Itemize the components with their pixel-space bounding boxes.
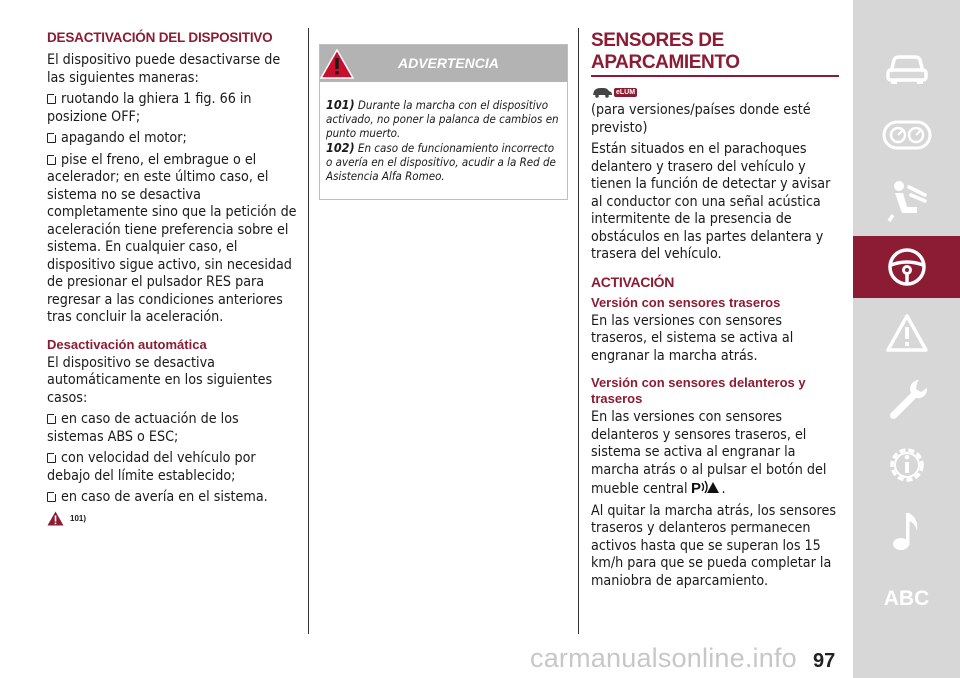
front-version-text-end: . (721, 481, 726, 497)
sidebar-item-emergency[interactable] (853, 302, 960, 364)
dashboard-gauges-icon (882, 120, 932, 150)
warning-box-body (320, 82, 567, 199)
bullet-item (47, 450, 299, 485)
elum-badge: eLUM (616, 88, 636, 96)
warning-note-number: 102) (326, 140, 355, 155)
bullet-text: ruotando la ghiera 1 fig. 66 in posizione OFF; (47, 91, 252, 125)
front-version-text (591, 409, 839, 499)
bullet-icon (47, 453, 56, 463)
rear-version-text: En las versiones con sensores traseros, el sistema se activa al engranar la marcha atrás. (591, 312, 794, 364)
music-note-icon (889, 509, 925, 553)
page-title: SENSORES DE APARCAMIENTO (591, 30, 740, 73)
bullet-item (47, 411, 299, 446)
bullet-text: en caso de actuación de los sistemas ABS o ESC; (47, 411, 239, 445)
bullet-text: apagando el motor; (61, 130, 187, 146)
bullet-icon (47, 155, 56, 165)
description-text: Están situados en el parachoques delantero y trasero del vehículo y tienen la función de detectar y avisar al conductor con una señal acústica intermitente de la presencia de obstáculos en las partes delantera y trasera del vehículo. (591, 141, 831, 262)
bullet-icon (47, 414, 56, 424)
bullet-text: pise el freno, el embrague o el acelerador; en este último caso, el sistema no se desactiva completamente sino que la petición de aceleración tiene preferencia sobre el sistema. En cualquier caso, el dispositivo sigue activo, sin necesidad de presionar el pulsador RES para regresar a las condiciones anteriores tras concluir la aceleración. (47, 151, 297, 325)
column-divider-2 (578, 28, 579, 634)
warning-note-number: 101) (326, 97, 355, 112)
bullet-item (47, 489, 299, 507)
paragraph-auto-intro: El dispositivo se desactiva automáticamente en los siguientes casos: (47, 354, 273, 406)
warning-box (319, 44, 568, 200)
sub-heading-auto-deactivation: Desactivación automática (47, 336, 207, 352)
availability-icons (591, 83, 839, 101)
warning-note (326, 98, 562, 140)
page-number: 97 (813, 650, 836, 672)
column-divider-1 (308, 28, 309, 634)
watermark: carmanualsonline.info (530, 643, 797, 673)
column-3 (591, 30, 839, 594)
warning-reference-number: 101) (70, 513, 87, 523)
section-heading-deactivation: DESACTIVACIÓN DEL DISPOSITIVO (47, 30, 273, 45)
title-underline (591, 75, 839, 77)
bullet-text: en caso de avería en el sistema. (61, 489, 268, 505)
sidebar-item-dashboard[interactable] (853, 104, 960, 166)
bullet-text: con velocidad del vehículo por debajo del límite establecido; (47, 450, 256, 484)
chapter-sidebar (853, 0, 960, 678)
warning-box-header (320, 45, 567, 82)
warning-triangle-icon (47, 511, 64, 526)
sidebar-item-technical-data[interactable] (853, 434, 960, 496)
sidebar-item-index[interactable] (853, 568, 960, 630)
bullet-item (47, 152, 299, 327)
car-icon (885, 52, 929, 86)
warning-note-text: En caso de funcionamiento incorrecto o avería en el dispositivo, acudir a la Red de Asistencia Alfa Romeo. (326, 141, 556, 183)
steering-wheel-icon (886, 246, 928, 288)
column-1 (47, 30, 299, 526)
removal-text: Al quitar la marcha atrás, los sensores traseros y delanteros permanecen activos hasta que se superan los 15 km/h para que se pueda completar la maniobra de aparcamiento. (591, 502, 836, 589)
info-gear-icon (885, 443, 929, 487)
sidebar-item-maintenance[interactable] (853, 368, 960, 430)
car-small-icon (591, 86, 613, 98)
rear-version-heading: Versión con sensores traseros (591, 294, 781, 310)
activation-heading: ACTIVACIÓN (591, 273, 675, 290)
bullet-item (47, 91, 299, 126)
sidebar-item-driving[interactable] (853, 236, 960, 298)
svg-text:P: P (690, 480, 701, 495)
warning-note-text: Durante la marcha con el dispositivo activado, no poner la palanca de cambios en punto muerto. (326, 98, 559, 140)
warning-note (326, 141, 562, 183)
seat-airbag-icon (885, 179, 929, 223)
warning-triangle-icon (320, 49, 354, 79)
sidebar-item-safety[interactable] (853, 170, 960, 232)
sidebar-item-car[interactable] (853, 38, 960, 100)
warning-box-title: ADVERTENCIA (398, 55, 499, 71)
bullet-icon (47, 133, 56, 143)
bullet-icon (47, 492, 56, 502)
paragraph-intro: El dispositivo puede desactivarse de las siguientes maneras: (47, 52, 281, 86)
warning-reference[interactable] (47, 511, 299, 526)
bullet-item (47, 130, 299, 148)
availability-text: (para versiones/países donde esté previsto) (591, 102, 811, 136)
front-version-heading: Versión con sensores delanteros y traseros (591, 375, 806, 406)
front-version-text-part: En las versiones con sensores delanteros y sensores traseros, el sistema se activa al engranar la marcha atrás o al pulsar el botón del mueble central (591, 409, 827, 497)
column-2 (319, 44, 568, 200)
sidebar-abc-label: ABC (883, 587, 930, 610)
sidebar-item-multimedia[interactable] (853, 500, 960, 562)
wrench-icon (885, 376, 929, 422)
bullet-icon (47, 94, 56, 104)
warning-triangle-icon (885, 313, 929, 353)
parking-sensor-button-icon (690, 479, 720, 495)
